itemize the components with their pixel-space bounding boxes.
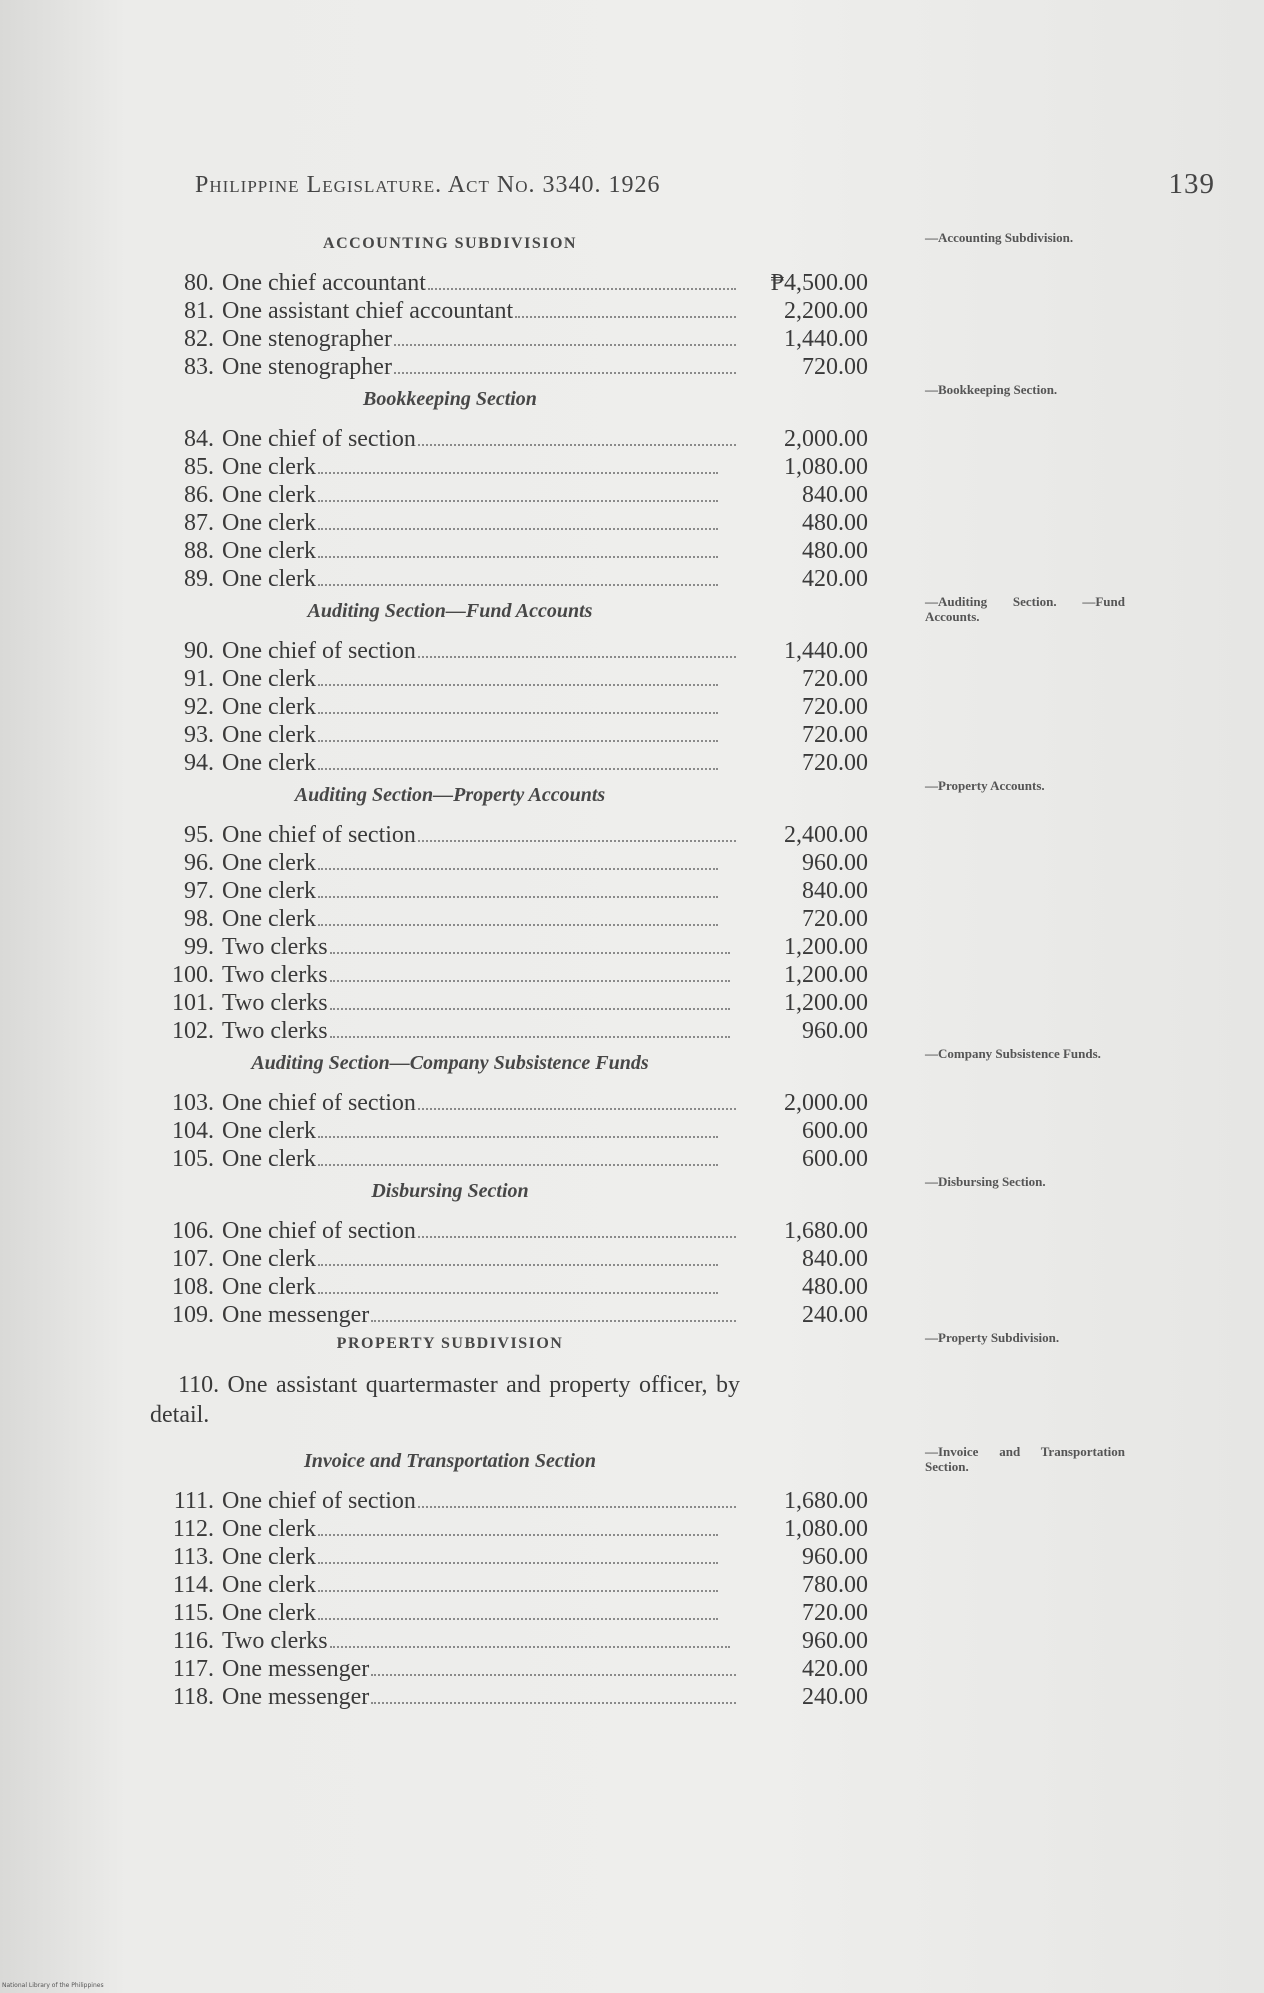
item-description: One clerk xyxy=(222,482,316,508)
item-amount: 1,680.00 xyxy=(784,1218,868,1244)
dot-leader xyxy=(428,288,736,290)
line-item xyxy=(160,1600,920,1628)
item-amount: 420.00 xyxy=(802,566,868,592)
dot-leader xyxy=(318,1164,718,1166)
dot-leader xyxy=(418,1108,736,1110)
dot-leader xyxy=(371,1674,736,1676)
item-number: 99. xyxy=(184,934,214,960)
margin-note: —Bookkeeping Section. xyxy=(925,382,1058,397)
item-amount: 240.00 xyxy=(802,1302,868,1328)
line-item xyxy=(160,1246,920,1274)
dot-leader xyxy=(330,1008,730,1010)
dot-leader xyxy=(318,472,718,474)
item-description: One clerk xyxy=(222,1146,316,1172)
item-description: Two clerks xyxy=(222,1018,328,1044)
item-amount: 480.00 xyxy=(802,510,868,536)
dot-leader xyxy=(330,980,730,982)
item-amount: 1,200.00 xyxy=(784,934,868,960)
line-item xyxy=(160,1544,920,1572)
section-title: Auditing Section—Company Subsistence Funds xyxy=(251,1052,649,1074)
section xyxy=(160,594,920,778)
item-amount: 2,400.00 xyxy=(784,822,868,848)
line-item xyxy=(160,1488,920,1516)
item-description: One clerk xyxy=(222,906,316,932)
item-description: One clerk xyxy=(222,510,316,536)
section xyxy=(150,1330,920,1444)
line-item xyxy=(160,1218,920,1246)
item-number: 101. xyxy=(172,990,214,1016)
item-number: 97. xyxy=(184,878,214,904)
paragraph-text: 110. One assistant quartermaster and property officer, by detail. xyxy=(150,1372,740,1428)
section xyxy=(160,1046,920,1174)
item-description: One assistant chief accountant xyxy=(222,298,514,324)
line-item xyxy=(160,666,920,694)
item-amount: 840.00 xyxy=(802,482,868,508)
item-number: 103. xyxy=(172,1090,214,1116)
dot-leader xyxy=(418,840,736,842)
item-description: One clerk xyxy=(222,1118,316,1144)
margin-note: —Company Subsistence Funds. xyxy=(925,1046,1101,1061)
line-item xyxy=(160,878,920,906)
item-amount: 600.00 xyxy=(802,1118,868,1144)
dot-leader xyxy=(318,1264,718,1266)
item-number: 86. xyxy=(184,482,214,508)
item-number: 104. xyxy=(172,1118,214,1144)
item-number: 106. xyxy=(172,1218,214,1244)
dot-leader xyxy=(318,712,718,714)
item-number: 82. xyxy=(184,326,214,352)
item-amount: 720.00 xyxy=(802,750,868,776)
item-number: 84. xyxy=(184,426,214,452)
item-number: 109. xyxy=(172,1302,214,1328)
item-amount: 1,440.00 xyxy=(784,638,868,664)
item-description: Two clerks xyxy=(222,962,328,988)
item-amount: 720.00 xyxy=(802,1600,868,1626)
item-amount: 720.00 xyxy=(802,722,868,748)
dot-leader xyxy=(371,1320,736,1322)
section xyxy=(160,382,920,594)
item-description: One clerk xyxy=(222,1516,316,1542)
item-number: 88. xyxy=(184,538,214,564)
appropriation-list xyxy=(150,230,920,1712)
item-amount: 1,080.00 xyxy=(784,454,868,480)
item-description: One messenger xyxy=(222,1302,370,1328)
item-amount: ₱4,500.00 xyxy=(770,270,868,296)
line-item xyxy=(160,538,920,566)
dot-leader xyxy=(515,316,736,318)
item-amount: 1,440.00 xyxy=(784,326,868,352)
dot-leader xyxy=(318,1618,718,1620)
line-item xyxy=(160,1146,920,1174)
item-description: One clerk xyxy=(222,850,316,876)
dot-leader xyxy=(330,1646,730,1648)
item-amount: 960.00 xyxy=(802,1018,868,1044)
dot-leader xyxy=(318,868,718,870)
item-description: One stenographer xyxy=(222,354,392,380)
margin-note: —Auditing Section. —Fund Accounts. xyxy=(925,594,1125,624)
item-description: One clerk xyxy=(222,1246,316,1272)
item-amount: 480.00 xyxy=(802,538,868,564)
dot-leader xyxy=(394,372,736,374)
margin-note: —Accounting Subdivision. xyxy=(925,230,1074,245)
item-number: 118. xyxy=(172,1684,214,1710)
item-number: 113. xyxy=(172,1544,214,1570)
item-amount: 720.00 xyxy=(802,666,868,692)
item-amount: 240.00 xyxy=(802,1684,868,1710)
item-number: 115. xyxy=(172,1600,214,1626)
item-number: 117. xyxy=(172,1656,214,1682)
item-description: One chief of section xyxy=(222,822,416,848)
item-description: One clerk xyxy=(222,750,316,776)
dot-leader xyxy=(318,1136,718,1138)
item-number: 92. xyxy=(184,694,214,720)
margin-note: —Property Subdivision. xyxy=(925,1330,1060,1345)
item-description: One stenographer xyxy=(222,326,392,352)
item-description: One clerk xyxy=(222,1572,316,1598)
item-number: 90. xyxy=(184,638,214,664)
item-description: One clerk xyxy=(222,878,316,904)
line-item xyxy=(160,326,920,354)
item-number: 96. xyxy=(184,850,214,876)
line-item xyxy=(160,1656,920,1684)
item-description: One clerk xyxy=(222,454,316,480)
dot-leader xyxy=(418,444,736,446)
line-item xyxy=(160,750,920,778)
line-item xyxy=(160,482,920,510)
dot-leader xyxy=(318,556,718,558)
line-item xyxy=(160,1684,920,1712)
margin-note: —Property Accounts. xyxy=(925,778,1045,793)
item-number: 89. xyxy=(184,566,214,592)
item-description: One chief of section xyxy=(222,1218,416,1244)
item-number: 98. xyxy=(184,906,214,932)
dot-leader xyxy=(318,500,718,502)
dot-leader xyxy=(318,528,718,530)
item-number: 102. xyxy=(172,1018,214,1044)
item-amount: 1,680.00 xyxy=(784,1488,868,1514)
item-amount: 960.00 xyxy=(802,850,868,876)
item-number: 111. xyxy=(173,1488,214,1514)
item-number: 80. xyxy=(184,270,214,296)
item-number: 116. xyxy=(172,1628,214,1654)
line-item xyxy=(160,694,920,722)
item-description: One clerk xyxy=(222,538,316,564)
section-title: Auditing Section—Fund Accounts xyxy=(307,600,593,622)
dot-leader xyxy=(318,584,718,586)
line-item xyxy=(160,822,920,850)
dot-leader xyxy=(330,1036,730,1038)
item-description: One chief of section xyxy=(222,1090,416,1116)
line-item xyxy=(160,1516,920,1544)
item-description: One clerk xyxy=(222,694,316,720)
line-item xyxy=(160,298,920,326)
item-amount: 720.00 xyxy=(802,354,868,380)
dot-leader xyxy=(330,952,730,954)
line-item xyxy=(160,454,920,482)
item-number: 93. xyxy=(184,722,214,748)
item-amount: 1,080.00 xyxy=(784,1516,868,1542)
item-description: One chief of section xyxy=(222,638,416,664)
section-title: Disbursing Section xyxy=(371,1180,529,1202)
item-amount: 1,200.00 xyxy=(784,962,868,988)
item-description: One clerk xyxy=(222,1274,316,1300)
line-item xyxy=(160,270,920,298)
item-number: 105. xyxy=(172,1146,214,1172)
item-number: 83. xyxy=(184,354,214,380)
section-title: Auditing Section—Property Accounts xyxy=(294,784,606,806)
item-number: 100. xyxy=(172,962,214,988)
item-amount: 720.00 xyxy=(802,694,868,720)
item-number: 87. xyxy=(184,510,214,536)
item-description: One clerk xyxy=(222,666,316,692)
item-amount: 840.00 xyxy=(802,878,868,904)
item-number: 94. xyxy=(184,750,214,776)
item-description: Two clerks xyxy=(222,1628,328,1654)
dot-leader xyxy=(318,1590,718,1592)
item-amount: 480.00 xyxy=(802,1274,868,1300)
line-item xyxy=(160,1018,920,1046)
dot-leader xyxy=(418,1236,736,1238)
item-description: One chief of section xyxy=(222,426,416,452)
section xyxy=(160,230,920,382)
line-item xyxy=(160,934,920,962)
line-item xyxy=(160,906,920,934)
margin-note: —Invoice and Transportation Section. xyxy=(925,1444,1125,1474)
dot-leader xyxy=(318,896,718,898)
item-number: 85. xyxy=(184,454,214,480)
paragraph-item xyxy=(150,1370,740,1430)
dot-leader xyxy=(318,768,718,770)
item-amount: 960.00 xyxy=(802,1544,868,1570)
line-item xyxy=(160,1572,920,1600)
line-item xyxy=(160,426,920,454)
dot-leader xyxy=(318,740,718,742)
dot-leader xyxy=(318,1562,718,1564)
item-number: 107. xyxy=(172,1246,214,1272)
line-item xyxy=(160,638,920,666)
section xyxy=(160,1174,920,1330)
item-amount: 840.00 xyxy=(802,1246,868,1272)
line-item xyxy=(160,566,920,594)
section-title: ACCOUNTING SUBDIVISION xyxy=(323,235,577,252)
item-number: 112. xyxy=(172,1516,214,1542)
dot-leader xyxy=(318,924,718,926)
dot-leader xyxy=(418,656,736,658)
section xyxy=(160,778,920,1046)
item-amount: 720.00 xyxy=(802,906,868,932)
item-number: 91. xyxy=(184,666,214,692)
item-description: One messenger xyxy=(222,1656,370,1682)
line-item xyxy=(160,850,920,878)
item-amount: 1,200.00 xyxy=(784,990,868,1016)
item-number: 95. xyxy=(184,822,214,848)
item-description: Two clerks xyxy=(222,934,328,960)
item-amount: 960.00 xyxy=(802,1628,868,1654)
item-description: One chief accountant xyxy=(222,270,426,296)
page-number: 139 xyxy=(1168,168,1215,200)
item-amount: 2,000.00 xyxy=(784,1090,868,1116)
item-amount: 420.00 xyxy=(802,1656,868,1682)
line-item xyxy=(160,1628,920,1656)
item-number: 108. xyxy=(172,1274,214,1300)
dot-leader xyxy=(318,684,718,686)
item-number: 81. xyxy=(184,298,214,324)
item-amount: 2,200.00 xyxy=(784,298,868,324)
dot-leader xyxy=(394,344,736,346)
footer-credit: National Library of the Philippines xyxy=(2,1982,104,1989)
item-description: One clerk xyxy=(222,566,316,592)
item-description: One clerk xyxy=(222,1544,316,1570)
item-description: One clerk xyxy=(222,1600,316,1626)
item-amount: 2,000.00 xyxy=(784,426,868,452)
running-title: Philippine Legislature. Act No. 3340. 1926 xyxy=(195,172,661,198)
line-item xyxy=(160,510,920,538)
dot-leader xyxy=(418,1506,736,1508)
line-item xyxy=(160,354,920,382)
section-title: PROPERTY SUBDIVISION xyxy=(336,1335,564,1352)
line-item xyxy=(160,1118,920,1146)
line-item xyxy=(160,962,920,990)
line-item xyxy=(160,1302,920,1330)
item-amount: 780.00 xyxy=(802,1572,868,1598)
item-amount: 600.00 xyxy=(802,1146,868,1172)
dot-leader xyxy=(318,1292,718,1294)
section xyxy=(160,1444,920,1712)
item-number: 114. xyxy=(172,1572,214,1598)
line-item xyxy=(160,1090,920,1118)
section-title: Bookkeeping Section xyxy=(363,388,537,410)
item-description: One messenger xyxy=(222,1684,370,1710)
item-description: One chief of section xyxy=(222,1488,416,1514)
line-item xyxy=(160,722,920,750)
item-description: Two clerks xyxy=(222,990,328,1016)
line-item xyxy=(160,990,920,1018)
item-description: One clerk xyxy=(222,722,316,748)
section-title: Invoice and Transportation Section xyxy=(303,1450,597,1472)
line-item xyxy=(160,1274,920,1302)
dot-leader xyxy=(371,1702,736,1704)
dot-leader xyxy=(318,1534,718,1536)
page-header xyxy=(195,168,1215,208)
margin-note: —Disbursing Section. xyxy=(925,1174,1046,1189)
